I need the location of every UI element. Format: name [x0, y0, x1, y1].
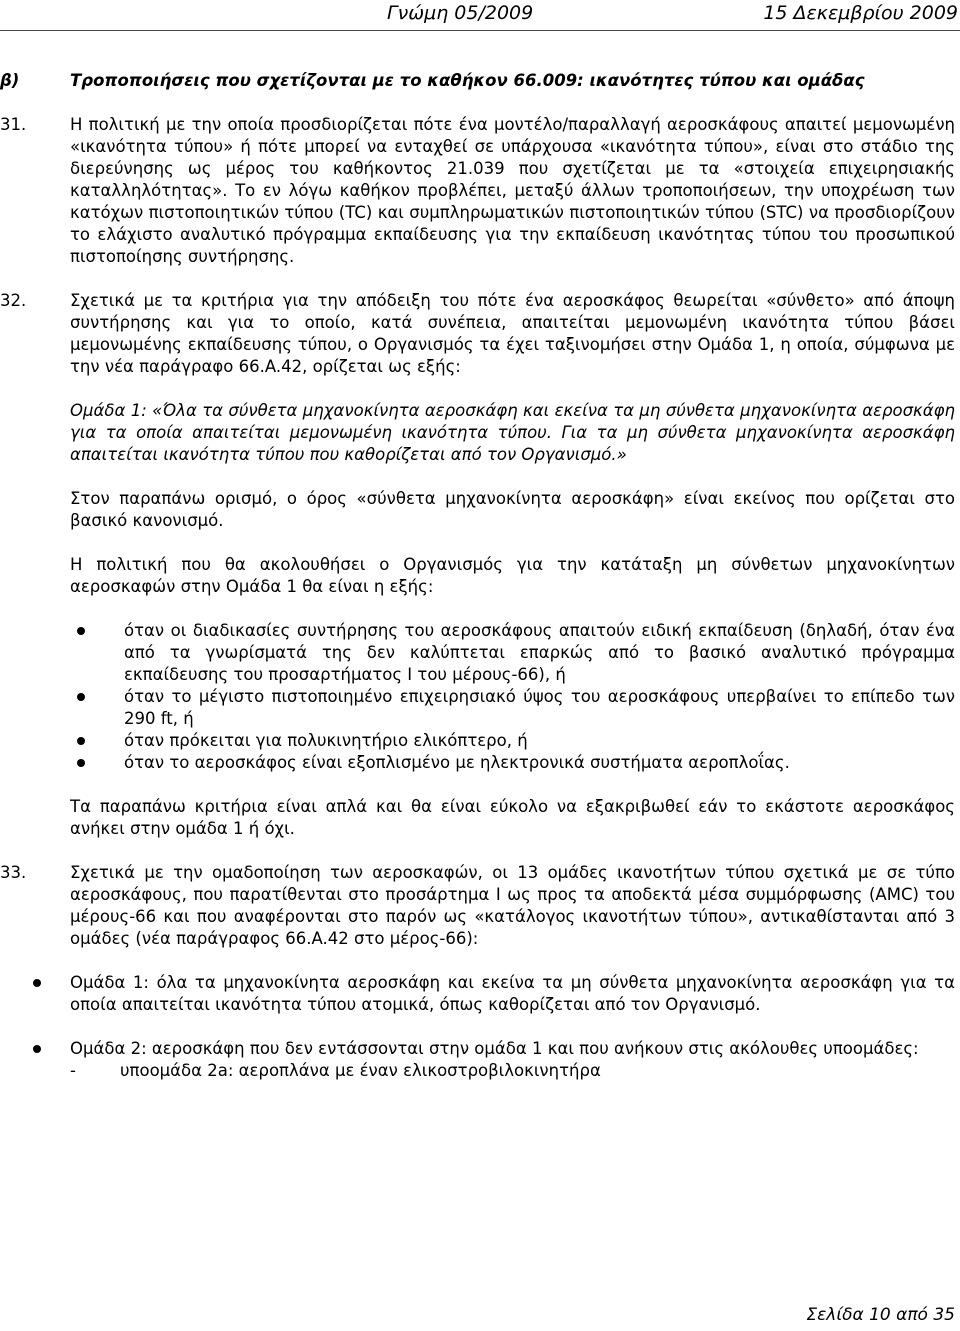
paragraph-text: Σχετικά με τα κριτήρια για την απόδειξη του πότε ένα αεροσκάφος θεωρείται «σύνθετο» από άποψη συντήρησης και για το οποίο, κατά συνέπεια, απαιτείται μεμονωμένη ικανότητα τύπου βάσει μεμονωμένης εκπαίδευσης τύπου, ο Οργανισμός τα έχει ταξινομήσει στην Ομάδα 1, η οποία, σύμφωνα με την νέα παράγραφο 66.A.42, ορίζεται ως εξής: [70, 291, 955, 376]
group-1-quote: Ομάδα 1: «Όλα τα σύνθετα μηχανοκίνητα αεροσκάφη και εκείνα τα μη σύνθετα μηχανοκίνητα αεροσκάφη για τα οποία απαιτείται μεμονωμένη ικανότητα τύπου. Για τα μη σύνθετα μηχανοκίνητα αεροσκάφη απαιτείται ικανότητα τύπου που καθορίζεται από τον Οργανισμό.» [70, 401, 955, 464]
page-header [0, 2, 960, 28]
section-heading [0, 70, 955, 92]
paragraph-number: 33. [0, 863, 27, 882]
section-title: Τροποποιήσεις που σχετίζονται με το καθήκον 66.009: ικανότητες τύπου και ομάδας [70, 71, 865, 90]
list-item: όταν το μέγιστο πιστοποιημένο επιχειρησιακό ύψος του αεροσκάφους υπερβαίνει το επίπεδο των 290 ft, ή [0, 686, 955, 730]
paragraph-number: 32. [0, 291, 27, 310]
header-divider [0, 30, 960, 31]
criteria-list [0, 620, 955, 774]
document-date: 15 Δεκεμβρίου 2009 [763, 2, 958, 24]
list-item: όταν πρόκειται για πολυκινητήριο ελικόπτερο, ή [0, 730, 955, 752]
paragraph-text: Σχετικά με την ομαδοποίηση των αεροσκαφών, οι 13 ομάδες ικανοτήτων τύπου σχετικά με σε τύπο αεροσκάφους, που παρατίθενται στο προσάρτημα Ι ως προς τα αποδεκτά μέσα συμμόρφωσης (AMC) του μέρους-66 και που αναφέρονται στο παρόν ως «κατάλογος ικανοτήτων τύπου», αντικαθίστανται από 3 ομάδες (νέα παράγραφος 66.A.42 στο μέρος-66): [70, 863, 955, 948]
list-item: όταν οι διαδικασίες συντήρησης του αεροσκάφους απαιτούν ειδική εκπαίδευση (δηλαδή, όταν ένα από τα γνωρίσματά της δεν καλύπτεται επαρκώς από το βασικό αναλυτικό πρόγραμμα εκπαίδευσης του προσαρτήματος Ι του μέρους-66), ή [0, 620, 955, 686]
document-body [0, 70, 955, 1082]
group-1-item: Ομάδα 1: όλα τα μηχανοκίνητα αεροσκάφη και εκείνα τα μη σύνθετα μηχανοκίνητα αεροσκάφη για τα οποία απαιτείται ικανότητα τύπου ατομικά, όπως καθορίζεται από τον Οργανισμό. [0, 972, 955, 1016]
paragraph-31 [0, 114, 955, 268]
section-label: β) [0, 71, 20, 90]
definition-paragraph: Στον παραπάνω ορισμό, ο όρος «σύνθετα μηχανοκίνητα αεροσκάφη» είναι εκείνος που ορίζεται στο βασικό κανονισμό. [70, 489, 955, 530]
subgroup-text: υποομάδα 2a: αεροπλάνα με έναν ελικοστροβιλοκινητήρα [120, 1061, 601, 1080]
paragraph-text: Η πολιτική με την οποία προσδιορίζεται πότε ένα μοντέλο/παραλλαγή αεροσκάφους απαιτεί μεμονωμένη «ικανότητα τύπου» ή πότε μπορεί να ενταχθεί σε υπάρχουσα «ικανότητα τύπου», είναι στο στάδιο της διερεύνησης ως μέρος του καθήκοντος 21.039 που σχετίζεται με τα «στοιχεία επιχειρησιακής καταλληλότητας». Το εν λόγω καθήκον προβλέπει, μεταξύ άλλων τροποποιήσεων, την υποχρέωση των κατόχων πιστοποιητικών τύπου (TC) και συμπληρωματικών πιστοποιητικών τύπου (STC) να προσδιορίζουν το ελάχιστο αναλυτικό πρόγραμμα εκπαίδευσης για την εκπαίδευση ικανότητας τύπου του προσωπικού πιστοποίησης συντήρησης. [70, 115, 955, 266]
closing-paragraph: Τα παραπάνω κριτήρια είναι απλά και θα είναι εύκολο να εξακριβωθεί εάν το εκάστοτε αεροσκάφος ανήκει στην ομάδα 1 ή όχι. [70, 797, 955, 838]
paragraph-32 [0, 290, 955, 378]
paragraph-33 [0, 862, 955, 950]
paragraph-number: 31. [0, 115, 27, 134]
group-2-item: Ομάδα 2: αεροσκάφη που δεν εντάσσονται στην ομάδα 1 και που ανήκουν στις ακόλουθες υποομάδες: [0, 1038, 955, 1060]
dash-marker: - [70, 1061, 76, 1080]
page-number: Σελίδα 10 από 35 [806, 1305, 955, 1325]
list-item: όταν το αεροσκάφος είναι εξοπλισμένο με ηλεκτρονικά συστήματα αεροπλοΐας. [0, 752, 955, 774]
document-id: Γνώμη 05/2009 [387, 2, 534, 24]
policy-intro: Η πολιτική που θα ακολουθήσει ο Οργανισμός για την κατάταξη μη σύνθετων μηχανοκίνητων αεροσκαφών στην Ομάδα 1 θα είναι η εξής: [70, 555, 955, 596]
subgroup-item [0, 1060, 955, 1082]
